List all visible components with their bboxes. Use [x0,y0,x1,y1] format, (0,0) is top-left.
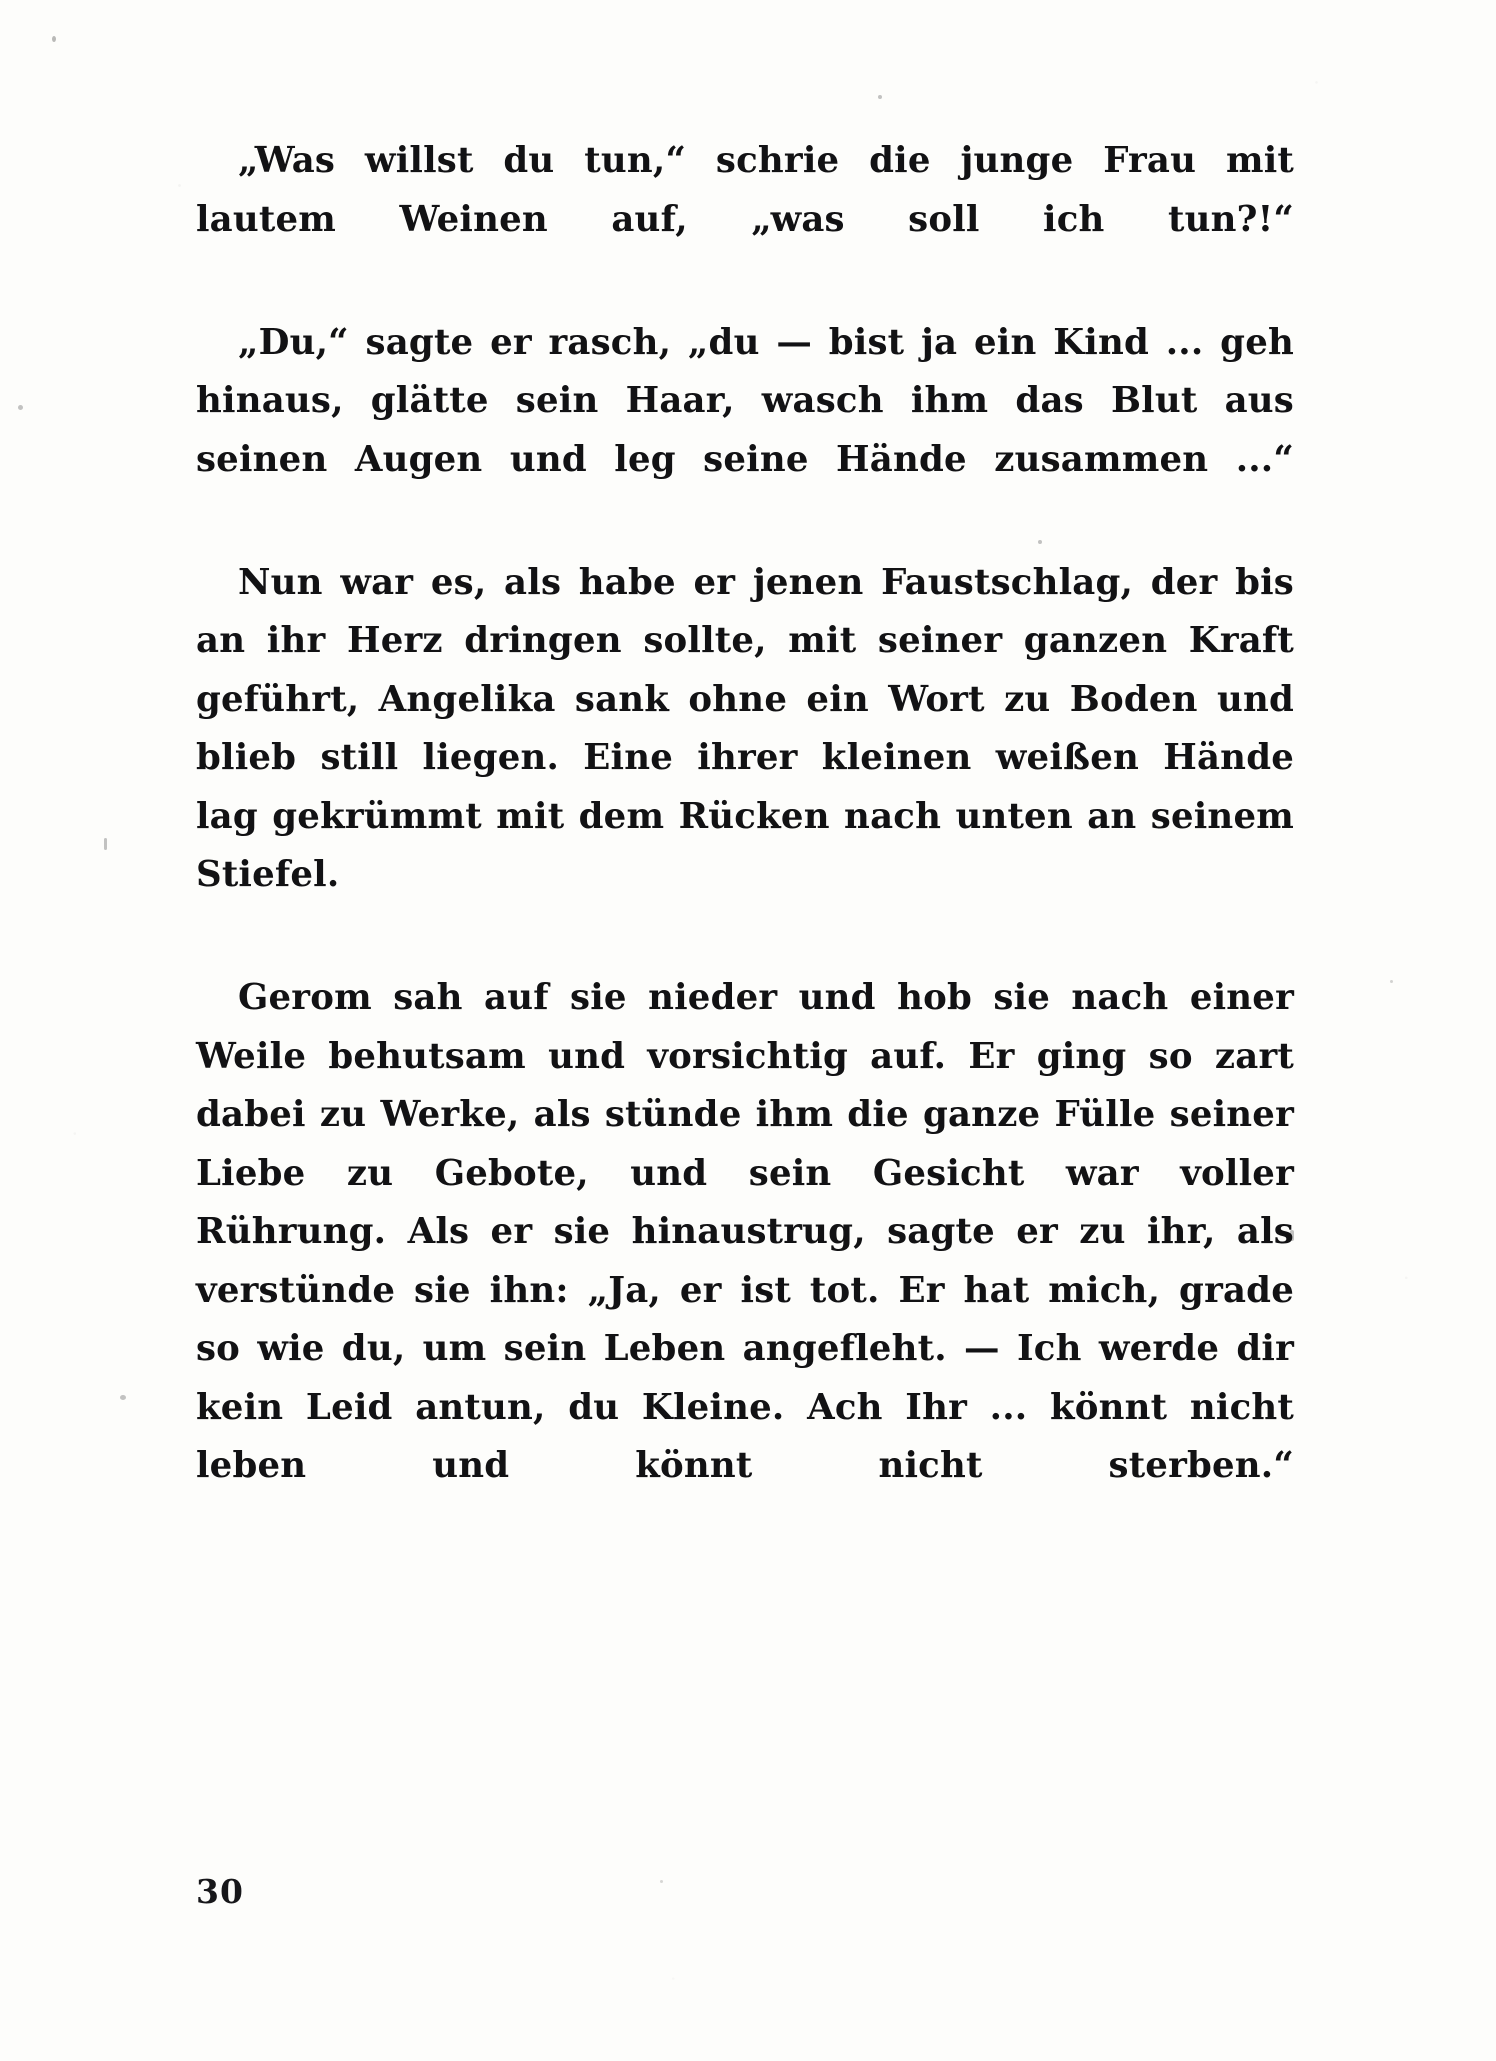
paper-speck [120,1395,126,1400]
paper-speck [104,838,107,850]
paragraph: „Du,“ sagte er rasch, „du — bist ja ein Kind ... geh hinaus, glätte sein Haar, wasch ihm das Blut aus seinen Augen und leg seine Hände zusammen ...“ [196,321,1294,480]
paragraph: Gerom sah auf sie nieder und hob sie nach einer Weile behutsam und vorsichtig auf. Er ging so zart dabei zu Werke, als stünde ihm die ganze Fülle seiner Liebe zu Gebote, und sein Gesicht war voller Rührung. Als er sie hinaustrug, sagte er zu ihr, als verstünde sie ihn: „Ja, er ist tot. Er hat mich, grade so wie du, um sein Leben angefleht. — Ich werde dir kein Leid antun, du Kleine. Ach Ihr ... könnt nicht leben und könnt nicht sterben.“ [196,977,1294,1486]
paper-speck [878,95,882,99]
page-number: 30 [196,1872,244,1911]
paper-speck [52,36,56,42]
paragraph: „Was willst du tun,“ schrie die junge Frau mit lautem Weinen auf, „was soll ich tun?!“ [196,140,1294,240]
body-text [196,132,1294,1560]
paper-speck [660,1880,663,1883]
paper-speck [18,405,23,410]
paper-speck [1390,980,1393,983]
paragraph: Nun war es, als habe er jenen Faustschlag, der bis an ihr Herz dringen sollte, mit seiner ganzen Kraft geführt, Angelika sank ohne ein Wort zu Boden und blieb still liegen. Eine ihrer kleinen weißen Hände lag gekrümmt mit dem Rücken nach unten an seinem Stiefel. [196,561,1294,895]
